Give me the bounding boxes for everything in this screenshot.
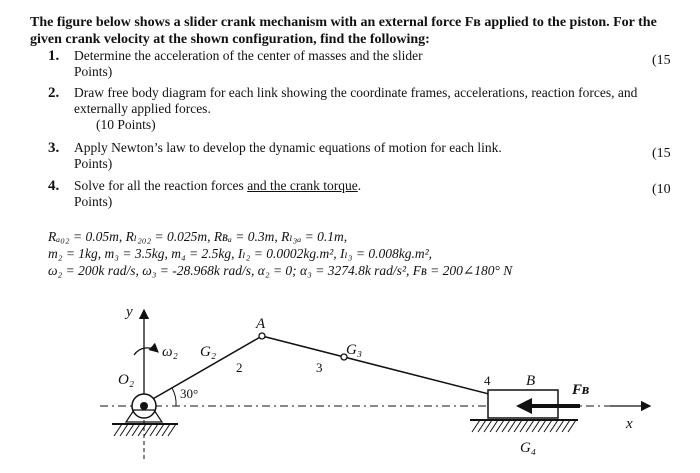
- question-4-points: (10: [652, 182, 671, 197]
- link-2-label: 2: [236, 360, 243, 375]
- given-line-2: m₂ = 1kg, m₃ = 3.5kg, m₄ = 2.5kg, Iₗ₂ = 0.0002kg.m², Iₗ₃ = 0.008kg.m²,: [48, 246, 432, 261]
- question-text: Solve for all the reaction forces and the crank torque. Points): [74, 178, 362, 209]
- question-1-points: (15: [652, 53, 671, 68]
- question-number: 4.: [48, 178, 60, 194]
- g2-label: G₂: [200, 344, 217, 360]
- link-3-label: 3: [316, 360, 323, 375]
- angle-label: 30°: [180, 386, 199, 401]
- y-axis-label: y: [126, 304, 133, 320]
- fb-label: Fʙ: [572, 382, 590, 398]
- question-text: Apply Newton’s law to develop the dynamic equations of motion for each link. Points): [74, 140, 502, 171]
- g4-label: G₄: [520, 440, 537, 456]
- problem-intro: The figure below shows a slider crank mechanism with an external force Fʙ applied to the piston. For the given crank velocity at the shown configuration, find the following:: [30, 15, 657, 47]
- pin-center: [140, 402, 148, 410]
- ground-hatch-slider: [472, 420, 576, 432]
- g3-label: G₃: [346, 342, 363, 358]
- x-axis-label: x: [626, 416, 633, 432]
- question-3-points: (15: [652, 146, 671, 161]
- question-text: Draw free body diagram for each link showing the coordinate frames, accelerations, reaction forces, and externally applied forces. (10 Points): [74, 85, 638, 132]
- given-line-3: ω₂ = 200k rad/s, ω₃ = -28.968k rad/s, α₂ = 0; α₃ = 3274.8k rad/s², Fʙ = 200∠180° N: [48, 263, 513, 278]
- b-label: B: [526, 373, 536, 389]
- omega2-label: ω₂: [162, 344, 178, 360]
- omega2-arc: [134, 348, 158, 355]
- question-text: Determine the acceleration of the center of masses and the slider Points): [74, 48, 423, 79]
- link-4-label: 4: [484, 373, 491, 388]
- a-label: A: [256, 316, 266, 332]
- angle-arc: [172, 388, 176, 406]
- o2-label: O₂: [118, 372, 135, 388]
- given-line-1: Rₐ₀₂ = 0.05m, Rₗ₂₀₂ = 0.025m, Rʙₐ = 0.3m, Rₗ₃ₐ = 0.1m,: [48, 229, 348, 244]
- joint-a: [259, 333, 265, 339]
- question-number: 2.: [48, 85, 60, 101]
- question-number: 3.: [48, 140, 60, 156]
- question-number: 1.: [48, 48, 60, 64]
- ground-hatch-o2: [114, 424, 176, 436]
